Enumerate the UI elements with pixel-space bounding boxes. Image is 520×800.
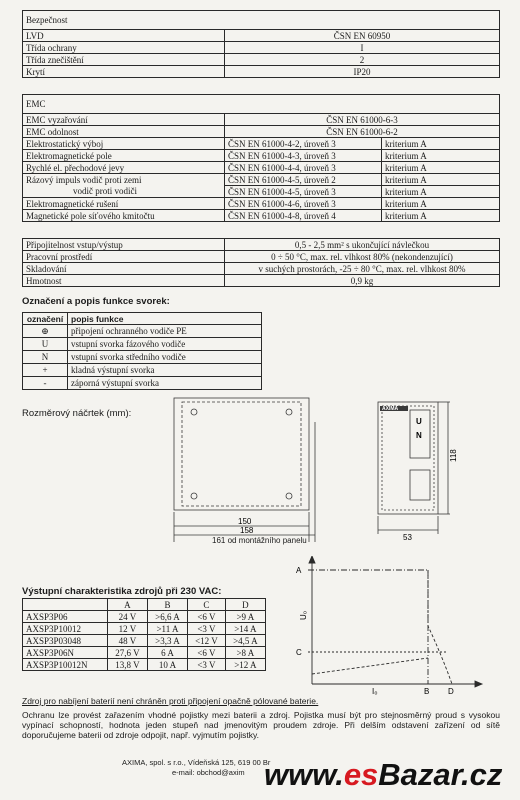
watermark-bazar: Bazar [378, 757, 462, 792]
watermark-es: es [343, 757, 379, 792]
table-row: AXSP3P06N 27,6 V 6 A <6 V >8 A [23, 647, 266, 659]
table-row: N vstupní svorka středního vodiče [23, 351, 262, 364]
table-row: EMC vyzařování ČSN EN 61000-6-3 [23, 114, 500, 126]
graph-point-D: D [448, 687, 454, 696]
table-row: vodič proti vodiči ČSN EN 61000-4-5, úroveň 3 kriterium A [23, 186, 500, 198]
table-row: LVD ČSN EN 60950 [23, 30, 500, 42]
dim-118: 118 [449, 449, 458, 462]
emc-table [22, 94, 500, 222]
table-row: AXSP3P06 24 V >6,6 A <6 V >9 A [23, 611, 266, 623]
table-row: Třída ochrany I [23, 42, 500, 54]
mounting-hole [191, 409, 197, 415]
table-row: Elektrostatický výboj ČSN EN 61000-4-2, úroveň 3 kriterium A [23, 138, 500, 150]
dim-161: 161 od montážního panelu [212, 536, 307, 545]
table-row: Elektromagnetické pole ČSN EN 61000-4-3, úroveň 3 kriterium A [23, 150, 500, 162]
graph-point-C: C [296, 648, 302, 657]
terminals-heading: Označení a popis funkce svorek: [22, 296, 170, 307]
graph-y-label: U₀ [299, 610, 308, 620]
graph-point-A: A [296, 566, 302, 575]
emc-title: EMC [23, 95, 500, 114]
table-row: Připojitelnost vstup/výstup 0,5 - 2,5 mm² s ukončující návlečkou [23, 239, 500, 251]
foldback-curve [428, 570, 452, 684]
terminals-table [22, 312, 262, 390]
watermark-cz: .cz [461, 757, 503, 792]
table-row: + kladná výstupní svorka [23, 364, 262, 377]
table-row: U vstupní svorka fázového vodiče [23, 338, 262, 351]
dim-150: 150 [238, 517, 252, 526]
table-row: Hmotnost 0,9 kg [23, 275, 500, 287]
front-view-panel [182, 402, 301, 506]
table-row: Skladování v suchých prostorách, -25 ÷ 80 °C, max. rel. vlhkost 80% [23, 263, 500, 275]
output-heading: Výstupní charakteristika zdrojů při 230 VAC: [22, 586, 222, 597]
table-row: Rázový impuls vodič proti zemi ČSN EN 61000-4-5, úroveň 2 kriterium A [23, 174, 500, 186]
label-N: N [416, 431, 422, 440]
table-row: Rychlé el. přechodové jevy ČSN EN 61000-4-4, úroveň 3 kriterium A [23, 162, 500, 174]
table-row: EMC odolnost ČSN EN 61000-6-2 [23, 126, 500, 138]
company-email: e-mail: obchod@axim [172, 768, 245, 777]
dim-158: 158 [240, 526, 254, 535]
dim-53: 53 [403, 533, 412, 542]
table-row: AXSP3P10012 12 V >11 A <3 V >14 A [23, 623, 266, 635]
table-row: AXSP3P03048 48 V >3,3 A <12 V >4,5 A [23, 635, 266, 647]
label-U: U [416, 417, 422, 426]
brand-label: AXIMA [382, 406, 399, 412]
output-table [22, 598, 266, 671]
table-row: Elektromagnetické rušení ČSN EN 61000-4-6, úroveň 3 kriterium A [23, 198, 500, 210]
dimension-drawing [160, 392, 480, 542]
table-row: - záporná výstupní svorka [23, 377, 262, 390]
terminal-block [410, 470, 430, 500]
table-row: označení popis funkce [23, 313, 262, 325]
table-row: Krytí IP20 [23, 66, 500, 78]
battery-warning: Zdroj pro nabíjení baterií není chráněn proti připojení opačně pólované baterie. [22, 696, 319, 706]
table-row: Magnetické pole síťového kmitočtu ČSN EN 61000-4-8, úroveň 4 kriterium A [23, 210, 500, 222]
general-table [22, 238, 500, 287]
table-row: Třída znečištění 2 [23, 54, 500, 66]
table-row: A B C D [23, 599, 266, 611]
mounting-hole [286, 409, 292, 415]
company-address: AXIMA, spol. s r.o., Vídeňská 125, 619 00 Br [122, 758, 271, 767]
table-row: Pracovní prostředí 0 ÷ 50 °C, max. rel. vlhkost 80% (nekondenzující) [23, 251, 500, 263]
output-characteristic-graph [292, 556, 492, 696]
ramp-line [312, 658, 428, 674]
safety-table [22, 10, 500, 78]
mounting-hole [191, 493, 197, 499]
drawing-heading: Rozměrový náčrtek (mm): [22, 408, 132, 419]
mounting-hole [286, 493, 292, 499]
watermark-www: www. [264, 757, 344, 792]
watermark-logo [264, 758, 502, 792]
graph-x-label: I₀ [372, 687, 378, 696]
fuse-note: Ochranu lze provést zařazením vhodné pojistky mezi baterii a zdroj. Pojistka musí být pro stejnosměrný proud s vysokou vypínací schopností, hodnota jeden stupeň nad jmenovitým proudem zdroje. Při delším odstavení zařízení od sítě doporučujeme baterii od zdroje odpojit, např. vyjmutím pojistky. [22, 710, 500, 740]
table-row: AXSP3P10012N 13,8 V 10 A <3 V >12 A [23, 659, 266, 671]
safety-title: Bezpečnost [23, 11, 500, 30]
graph-point-B: B [424, 687, 430, 696]
table-row: ⊕ připojení ochranného vodiče PE [23, 325, 262, 338]
